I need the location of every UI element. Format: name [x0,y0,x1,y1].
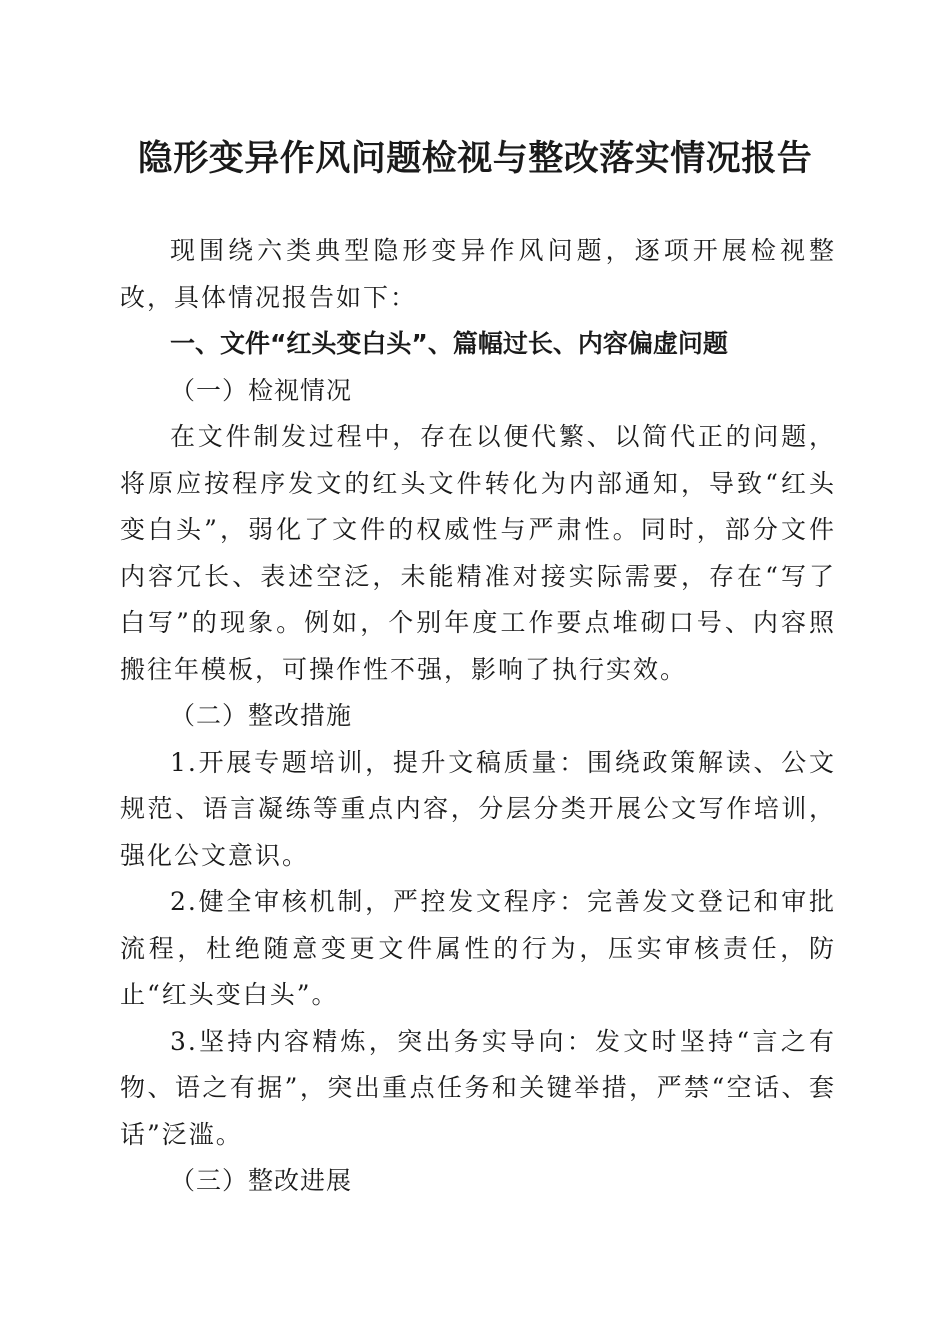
measure-3-paragraph: 3.坚持内容精炼，突出务实导向：发文时坚持“言之有物、语之有据”，突出重点任务和关键举措，严禁“空话、套话”泛滥。 [120,1026,836,1149]
measure-2-paragraph: 2.健全审核机制，严控发文程序：完善发文登记和审批流程，杜绝随意变更文件属性的行为，压实审核责任，防止“红头变白头”。 [120,887,836,1009]
subsection-2-heading: （二）整改措施 [170,701,353,730]
document-title: 隐形变异作风问题检视与整改落实情况报告 [137,138,813,179]
document-body [120,228,836,1205]
measure-1-paragraph: 1.开展专题培训，提升文稿质量：围绕政策解读、公文规范、语言凝练等重点内容，分层分类开展公文写作培训，强化公文意识。 [120,747,836,870]
section-1-heading: 一、文件“红头变白头”、篇幅过长、内容偏虚问题 [170,329,728,358]
intro-paragraph: 现围绕六类典型隐形变异作风问题，逐项开展检视整改，具体情况报告如下： [120,236,836,312]
subsection-3-heading: （三）整改进展 [170,1166,353,1195]
subsection-1-paragraph: 在文件制发过程中，存在以便代繁、以简代正的问题，将原应按程序发文的红头文件转化为内部通知，导致“红头变白头”，弱化了文件的权威性与严肃性。同时，部分文件内容冗长、表述空泛，未能精准对接实际需要，存在“写了白写”的现象。例如，个别年度工作要点堆砌口号、内容照搬往年模板，可操作性不强，影响了执行实效。 [120,422,836,684]
subsection-1-heading: （一）检视情况 [170,375,353,405]
